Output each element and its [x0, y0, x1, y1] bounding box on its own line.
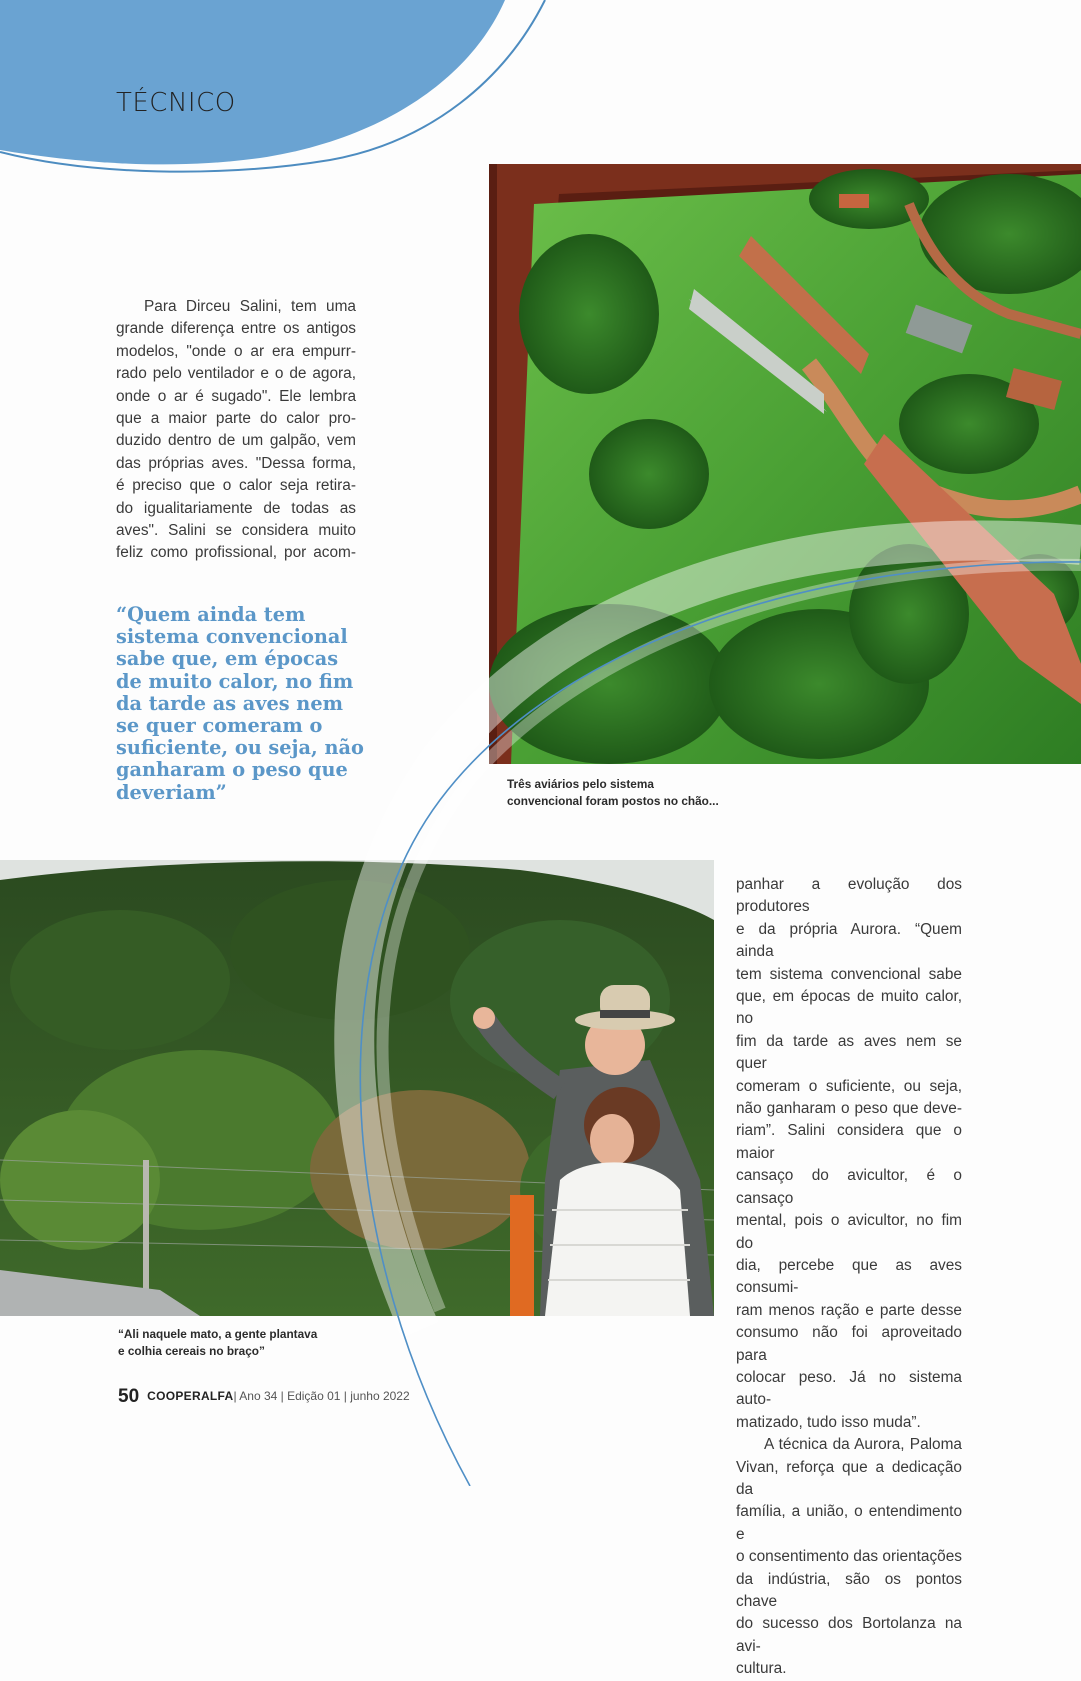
- intro-line: modelos, "onde o ar era empurr-: [116, 342, 356, 360]
- body-line: não ganharam o peso que deve-: [736, 1100, 962, 1118]
- caption-line: Três aviários pelo sistema: [507, 777, 654, 791]
- body-line: do sucesso dos Bortolanza na avi-: [736, 1615, 962, 1655]
- body-line: mental, pois o avicultor, no fim do: [736, 1212, 962, 1252]
- intro-line: aves". Salini se considera muito: [116, 522, 356, 540]
- aerial-farm-photo: [489, 164, 1081, 764]
- intro-line: duzido dentro de um galpão, vem: [116, 432, 356, 450]
- page-number: 50: [118, 1386, 140, 1407]
- body-line: riam”. Salini considera que o maior: [736, 1122, 962, 1162]
- intro-line: é preciso que o calor seja retira-: [116, 477, 356, 495]
- body-line: comeram o suficiente, ou seja,: [736, 1077, 962, 1095]
- issue-info: | Ano 34 | Edição 01 | junho 2022: [233, 1389, 410, 1403]
- body-line: tem sistema convencional sabe: [736, 965, 962, 983]
- photo-bottom-caption: [118, 1326, 378, 1360]
- hillside-illustration: [0, 860, 714, 1316]
- intro-line: onde o ar é sugado". Ele lembra: [116, 387, 356, 405]
- body-line: cansaço do avicultor, é o cansaço: [736, 1167, 962, 1207]
- caption-line: “Ali naquele mato, a gente plantava: [118, 1327, 318, 1341]
- body-line: o consentimento das orientações: [736, 1548, 962, 1566]
- body-line: e da própria Aurora. “Quem ainda: [736, 920, 962, 961]
- body-line: que, em épocas de muito calor, no: [736, 988, 962, 1028]
- body-line: fim da tarde as aves nem se quer: [736, 1032, 962, 1073]
- couple-hillside-photo: [0, 860, 714, 1316]
- intro-line: grande diferença entre os antigos: [116, 320, 356, 338]
- body-line: dia, percebe que as aves consumi-: [736, 1256, 962, 1297]
- body-line: da indústria, são os pontos chave: [736, 1570, 962, 1610]
- caption-line: e colhia cereais no braço”: [118, 1344, 265, 1358]
- body-line: colocar peso. Já no sistema auto-: [736, 1368, 962, 1409]
- body-line: cultura.: [736, 1660, 787, 1678]
- section-title: TÉCNICO: [116, 88, 236, 118]
- intro-line: rado pelo ventilador e o de agora,: [116, 365, 356, 383]
- body-line: Vivan, reforça que a dedicação da: [736, 1458, 962, 1498]
- page-footer: [118, 1386, 410, 1408]
- intro-paragraph: [116, 296, 356, 565]
- pull-quote: “Quem ainda tem sistema convencional sabe que, em épocas de muito calor, no fim da tarde as aves nem se quer comeram o suficiente, ou seja, não ganharam o peso que deveriam”: [116, 603, 364, 804]
- body-line: panhar a evolução dos produtores: [736, 876, 962, 916]
- intro-line: que a maior parte do calor pro-: [116, 410, 356, 428]
- aerial-farm-illustration: [489, 164, 1081, 764]
- right-column-text: [736, 874, 962, 1681]
- intro-line: do igualitariamente de todas as: [116, 499, 356, 517]
- intro-line: das próprias aves. "Dessa forma,: [116, 454, 356, 472]
- body-line: família, a união, o entendimento e: [736, 1503, 962, 1543]
- photo-top-caption: [507, 776, 767, 810]
- intro-line: feliz como profissional, por acom-: [116, 544, 356, 562]
- magazine-brand: COOPERALFA: [147, 1389, 234, 1403]
- body-line: ram menos ração e parte desse: [736, 1301, 962, 1319]
- intro-line: Para Dirceu Salini, tem uma: [144, 298, 356, 315]
- body-line: A técnica da Aurora, Paloma: [764, 1436, 962, 1454]
- caption-line: convencional foram postos no chão...: [507, 794, 719, 808]
- body-line: consumo não foi aproveitado para: [736, 1324, 962, 1364]
- body-line: matizado, tudo isso muda”.: [736, 1413, 921, 1431]
